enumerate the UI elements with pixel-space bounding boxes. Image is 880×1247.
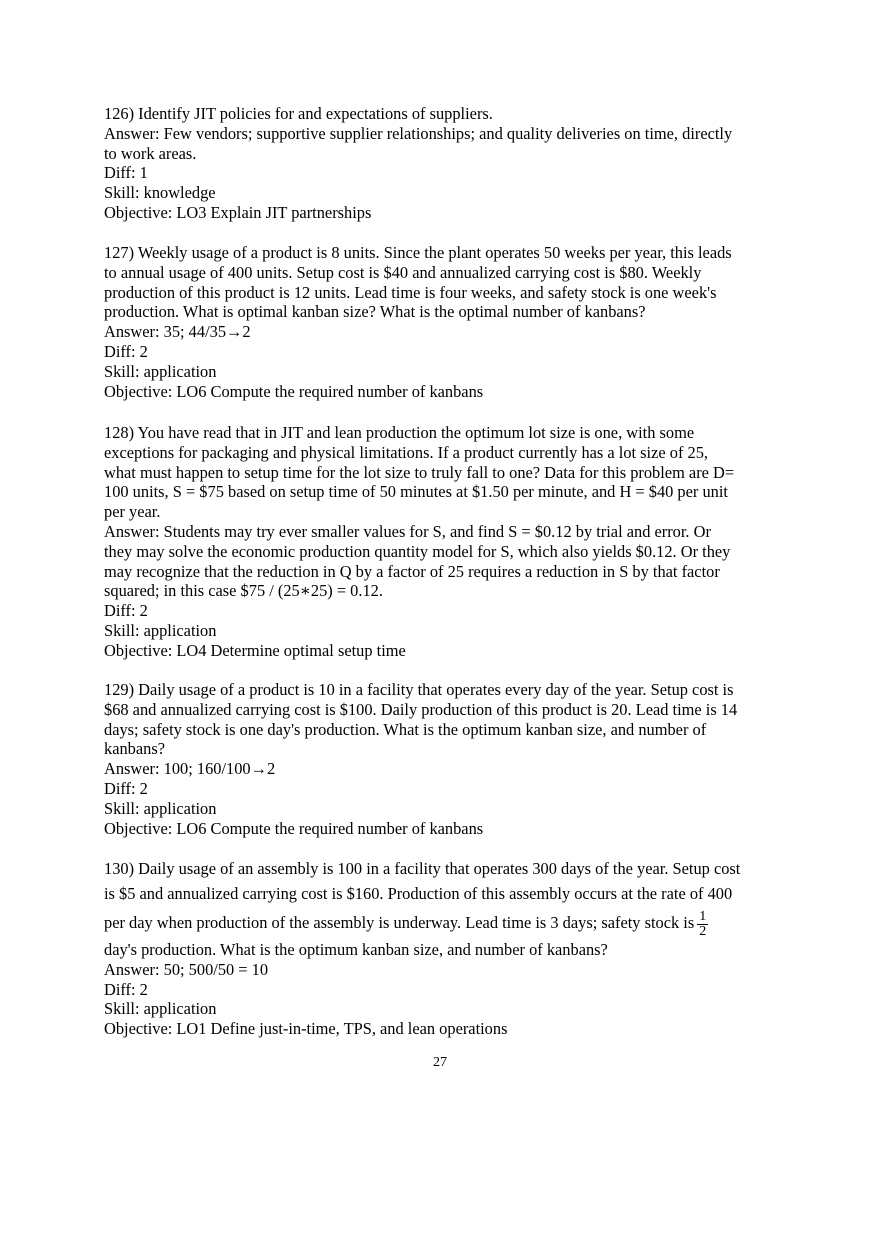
- question-text-line: to annual usage of 400 units. Setup cost is $40 and annualized carrying cost is $80. Weekly: [104, 262, 702, 282]
- skill-label: Skill: knowledge: [104, 183, 216, 203]
- question-text-line: per year.: [104, 502, 161, 522]
- difficulty-label: Diff: 2: [104, 341, 148, 361]
- question-text-segment: per day when production of the assembly is underway. Lead time is 3 days; safety stock is: [104, 913, 695, 932]
- question-text-line: production of this product is 12 units. Lead time is four weeks, and safety stock is one week's: [104, 282, 717, 302]
- one-half-fraction: [697, 910, 708, 939]
- answer-text-line: may recognize that the reduction in Q by a factor of 25 requires a reduction in S by that factor: [104, 561, 720, 581]
- question-text-line: 126) Identify JIT policies for and expectations of suppliers.: [104, 104, 493, 123]
- objective-label: Objective: LO6 Compute the required number of kanbans: [104, 381, 484, 401]
- question-text-line: 100 units, S = $75 based on setup time of 50 minutes at $1.50 per minute, and H = $40 per unit: [104, 482, 728, 502]
- question-text-line: 128) You have read that in JIT and lean production the optimum lot size is one, with some: [104, 423, 695, 442]
- question-text-line: 129) Daily usage of a product is 10 in a facility that operates every day of the year. Setup cost is: [104, 680, 734, 699]
- question-text-line-with-fraction: [104, 906, 780, 940]
- objective-label: Objective: LO6 Compute the required number of kanbans: [104, 818, 484, 838]
- question-text-line: day's production. What is the optimum kanban size, and number of kanbans?: [104, 940, 608, 959]
- answer-text-line: Answer: 100; 160/100→2: [104, 759, 276, 779]
- page-number: 27: [433, 1055, 447, 1070]
- difficulty-label: Diff: 2: [104, 979, 148, 999]
- question-text-line: exceptions for packaging and physical limitations. If a product currently has a lot size of 25,: [104, 442, 708, 462]
- question-text-line: is $5 and annualized carrying cost is $160. Production of this assembly occurs at the rate of 400: [104, 884, 733, 903]
- question-129: [104, 680, 780, 838]
- question-text-line: $68 and annualized carrying cost is $100. Daily production of this product is 20. Lead time is 14: [104, 699, 738, 719]
- answer-text-line: to work areas.: [104, 143, 197, 163]
- difficulty-label: Diff: 2: [104, 601, 148, 621]
- question-130: [104, 856, 780, 1039]
- objective-label: Objective: LO1 Define just-in-time, TPS, and lean operations: [104, 1019, 508, 1039]
- question-text-line: days; safety stock is one day's production. What is the optimum kanban size, and number of: [104, 719, 707, 739]
- skill-label: Skill: application: [104, 798, 217, 818]
- question-text-line: production. What is optimal kanban size? What is the optimal number of kanbans?: [104, 302, 646, 322]
- difficulty-label: Diff: 1: [104, 163, 148, 183]
- answer-text-line: Answer: 35; 44/35→2: [104, 322, 251, 342]
- objective-label: Objective: LO3 Explain JIT partnerships: [104, 202, 372, 222]
- objective-label: Objective: LO4 Determine optimal setup time: [104, 640, 406, 660]
- fraction-denominator: 2: [699, 923, 707, 939]
- question-128: [104, 423, 780, 661]
- answer-text-line: they may solve the economic production quantity model for S, which also yields $0.12. Or they: [104, 541, 731, 561]
- answer-text-line: squared; in this case $75 / (25∗25) = 0.12.: [104, 581, 383, 601]
- fraction-numerator: 1: [699, 908, 707, 924]
- skill-label: Skill: application: [104, 361, 217, 381]
- difficulty-label: Diff: 2: [104, 778, 148, 798]
- question-text-line: 127) Weekly usage of a product is 8 units. Since the plant operates 50 weeks per year, this leads: [104, 243, 732, 262]
- answer-text-line: Answer: Students may try ever smaller values for S, and find S = $0.12 by trial and error. Or: [104, 521, 711, 541]
- question-127: [104, 243, 780, 401]
- question-126: [104, 104, 780, 223]
- answer-text-line: Answer: 50; 500/50 = 10: [104, 959, 269, 979]
- question-text-line: what must happen to setup time for the lot size to truly fall to one? Data for this problem are D=: [104, 462, 735, 482]
- question-text-line: kanbans?: [104, 739, 165, 759]
- skill-label: Skill: application: [104, 999, 217, 1019]
- question-text-line: 130) Daily usage of an assembly is 100 in a facility that operates 300 days of the year. Setup cost: [104, 859, 741, 878]
- answer-text-line: Answer: Few vendors; supportive supplier relationships; and quality deliveries on time, directly: [104, 123, 733, 143]
- skill-label: Skill: application: [104, 620, 217, 640]
